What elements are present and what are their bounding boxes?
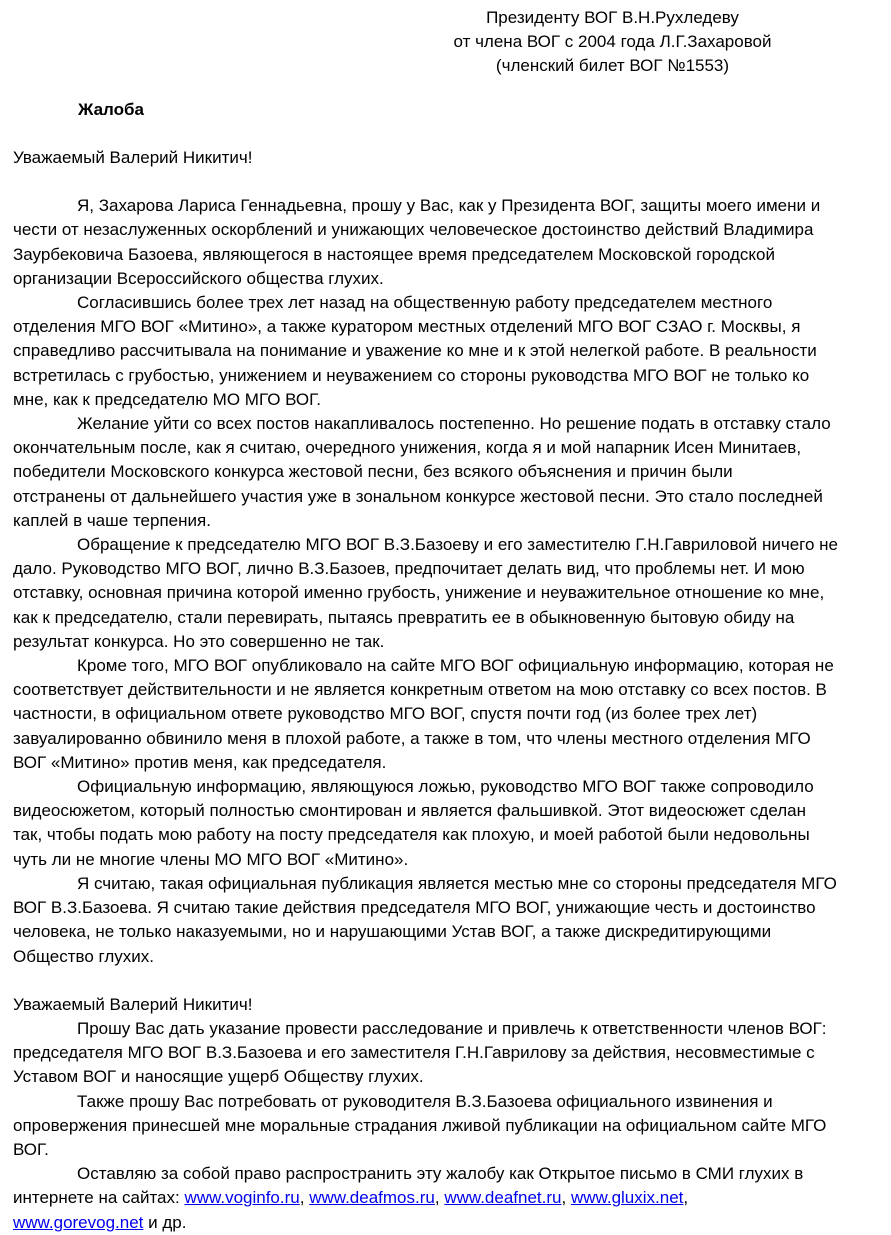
text-line: завуалированно обвинило меня в плохой работе, а также в том, что члены местного отделения МГО (13, 728, 811, 748)
text-line: мне, как к председателю МО МГО ВОГ. (13, 389, 322, 409)
text-line: Официальную информацию, являющуюся ложью, руководство МГО ВОГ также сопроводило (77, 777, 814, 797)
text-fragment: и др. (143, 1212, 187, 1232)
text-line: опровержения принесшей мне моральные страдания лживой публикации на официальном сайте МГО (13, 1115, 827, 1135)
link-deafmos[interactable]: www.deafmos.ru (309, 1188, 435, 1208)
paragraph (13, 194, 873, 291)
separator: , (434, 1188, 445, 1208)
text-line: ВОГ В.З.Базоева. Я считаю такие действия председателя МГО ВОГ, унижающие честь и достоинство (13, 898, 816, 918)
greeting: Уважаемый Валерий Никитич! (13, 994, 253, 1014)
link-gorevog[interactable]: www.gorevog.net (13, 1212, 144, 1232)
text-line: ВОГ. (13, 1139, 49, 1159)
text-line: встретилась с грубостью, унижением и неуважением со стороны руководства МГО ВОГ не только ко (13, 365, 810, 385)
text-line: справедливо рассчитывала на понимание и уважение ко мне и к этой нелегкой работе. В реальности (13, 341, 817, 361)
addressee-line: от члена ВОГ с 2004 года Л.Г.Захаровой (453, 32, 772, 51)
text-line: Заурбековича Базоева, являющегося в настоящее время председателем Московской городской (13, 244, 775, 264)
text-line: окончательным после, как я считаю, очередного унижения, когда я и мой напарник Исен Минитаев, (13, 438, 802, 458)
addressee-block (440, 6, 785, 78)
text-line: организации Всероссийского общества глухих. (13, 268, 384, 288)
text-line (13, 1186, 873, 1210)
text-line: Обращение к председателю МГО ВОГ В.З.Базоеву и его заместителю Г.Н.Гавриловой ничего не (77, 535, 839, 555)
text-line: человека, не только наказуемыми, но и нарушающими Устав ВОГ, а также дискредитирующими (13, 922, 772, 942)
closing-paragraph (13, 1162, 873, 1235)
greeting: Уважаемый Валерий Никитич! (13, 148, 253, 167)
link-gluxix[interactable]: www.gluxix.net (570, 1188, 684, 1208)
link-deafnet[interactable]: www.deafnet.ru (444, 1188, 562, 1208)
separator: , (683, 1188, 689, 1208)
text-line: ВОГ «Митино» против меня, как председателя. (13, 752, 387, 772)
text-line: отстранены от дальнейшего участия уже в зональном конкурсе жестовой песни. Это стало последней (13, 486, 823, 506)
text-line: победители Московского конкурса жестовой песни, без всякого объяснения и причин были (13, 462, 733, 482)
text-line: Общество глухих. (13, 946, 154, 966)
text-line: Прошу Вас дать указание провести расследование и привлечь к ответственности членов ВОГ: (77, 1018, 827, 1038)
paragraph (13, 1090, 873, 1163)
document-title: Жалоба (78, 100, 144, 119)
paragraph (13, 1017, 873, 1090)
text-line: председателя МГО ВОГ В.З.Базоева и его заместителя Г.Н.Гаврилову за действия, несовместимые с (13, 1043, 815, 1063)
text-line: результат конкурса. Но это совершенно не так. (13, 631, 385, 651)
text-line: Я считаю, такая официальная публикация является местью мне со стороны председателя МГО (77, 873, 837, 893)
text-line: Оставляю за собой право распространить эту жалобу как Открытое письмо в СМИ глухих в (77, 1164, 804, 1184)
separator: , (561, 1188, 571, 1208)
text-line: частности, в официальном ответе руководство МГО ВОГ, спустя почти год (из более трех лет) (13, 704, 758, 724)
paragraph (13, 533, 873, 654)
paragraph (13, 872, 873, 969)
paragraph (13, 654, 873, 775)
separator: , (299, 1188, 310, 1208)
link-voginfo[interactable]: www.voginfo.ru (184, 1188, 300, 1208)
text-fragment: интернете на сайтах: (13, 1188, 185, 1208)
text-line: отставку, основная причина которой именно грубость, унижение и неуважительное отношение ко мне, (13, 583, 825, 603)
paragraph (13, 775, 873, 872)
text-line: Кроме того, МГО ВОГ опубликовало на сайте МГО ВОГ официальную информацию, которая не (77, 656, 834, 676)
paragraph (13, 412, 873, 533)
text-line: видеосюжетом, который полностью смонтирован и является фальшивкой. Этот видеосюжет сделан (13, 801, 806, 821)
text-line: Также прошу Вас потребовать от руководителя В.З.Базоева официального извинения и (77, 1091, 773, 1111)
text-line: каплей в чаше терпения. (13, 510, 211, 530)
addressee-line: Президенту ВОГ В.Н.Рухледеву (486, 8, 739, 27)
text-line (13, 1211, 873, 1235)
text-line: Уставом ВОГ и наносящие ущерб Обществу глухих. (13, 1067, 424, 1087)
text-line: так, чтобы подать мою работу на посту председателя как плохую, и моей работой были недовольны (13, 825, 810, 845)
text-line: чуть ли не многие члены МО МГО ВОГ «Митино». (13, 849, 409, 869)
text-line: соответствует действительности и не является конкретным ответом на мою отставку со всех постов. В (13, 680, 827, 700)
document-body (13, 146, 873, 1235)
text-line: как к председателю, стали перевирать, пытаясь превратить ее в обыкновенную бытовую обиду на (13, 607, 795, 627)
text-line: Желание уйти со всех постов накапливалось постепенно. Но решение подать в отставку стало (77, 414, 831, 434)
addressee-line: (членский билет ВОГ №1553) (495, 56, 730, 75)
paragraph (13, 291, 873, 412)
text-line: Я, Захарова Лариса Геннадьевна, прошу у Вас, как у Президента ВОГ, защиты моего имени и (77, 196, 821, 216)
text-line: отделения МГО ВОГ «Митино», а также куратором местных отделений МГО ВОГ СЗАО г. Москвы, я (13, 317, 801, 337)
text-line: дало. Руководство МГО ВОГ, лично В.З.Базоев, предпочитает делать вид, что проблемы нет. И мою (13, 559, 805, 579)
text-line: чести от незаслуженных оскорблений и унижающих человеческое достоинство действий Владимира (13, 220, 814, 240)
text-line: Согласившись более трех лет назад на общественную работу председателем местного (77, 293, 773, 313)
